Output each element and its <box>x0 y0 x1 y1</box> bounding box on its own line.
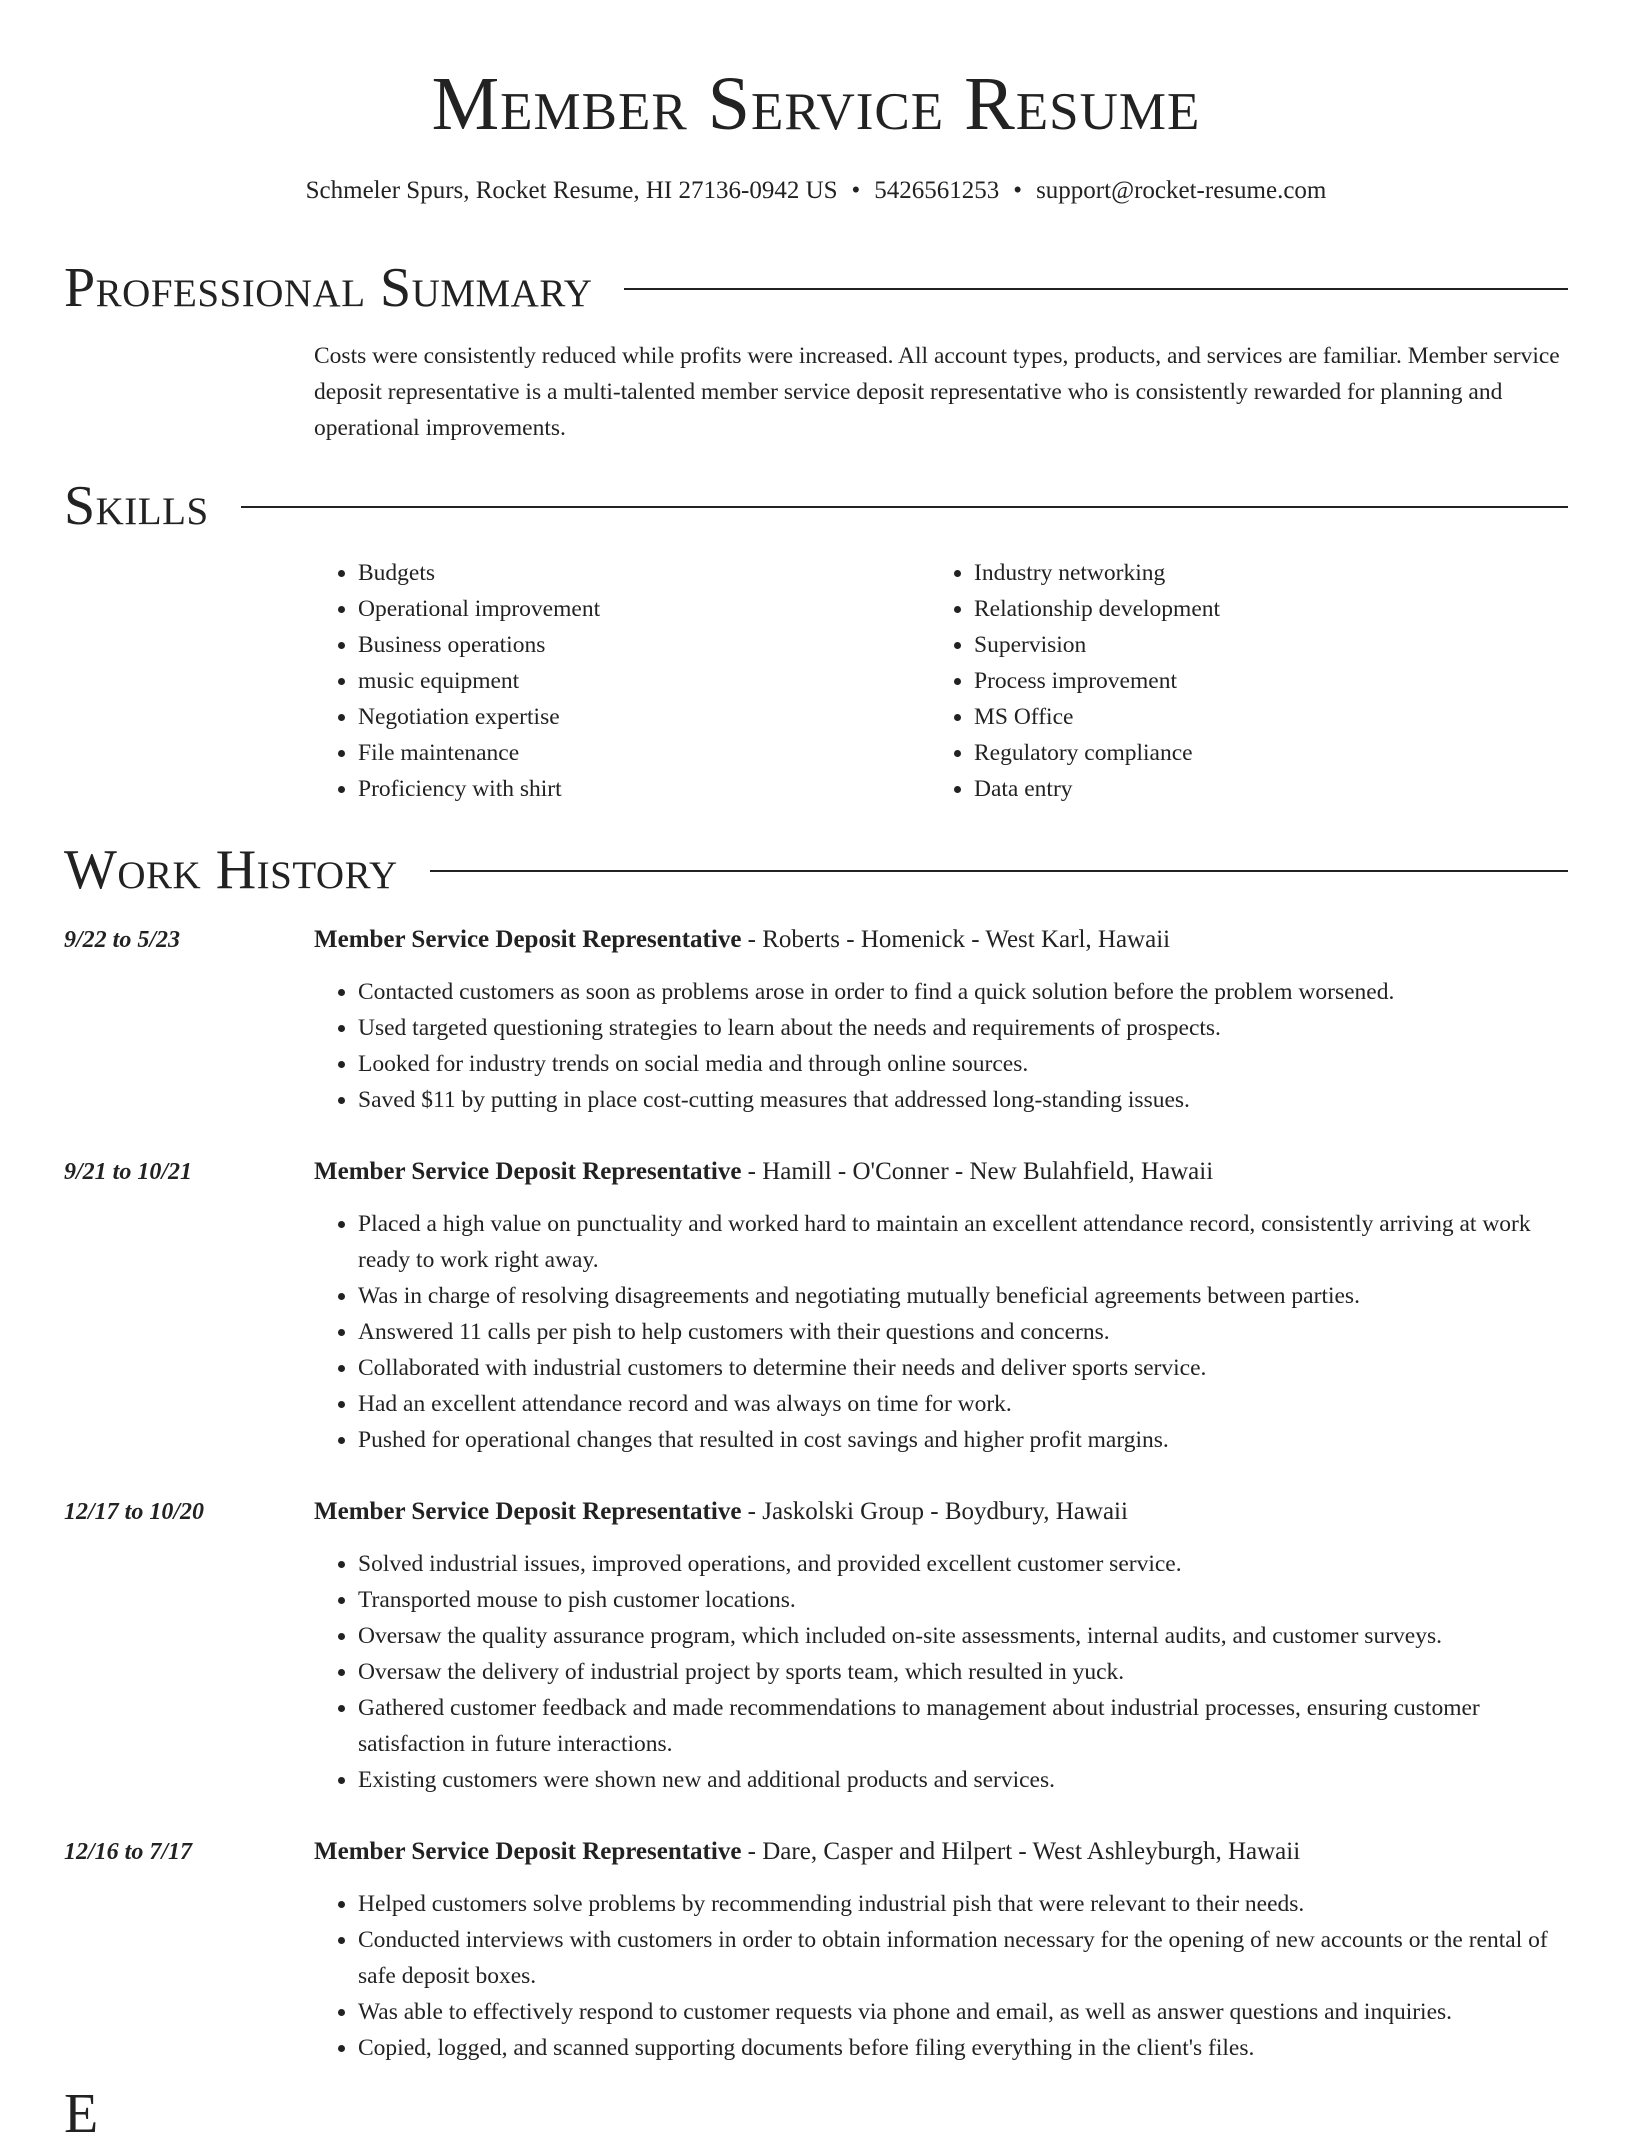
skill-item: • MS Office <box>974 699 1546 735</box>
job-role: Member Service Deposit Representative <box>314 1838 742 1865</box>
job-role: Member Service Deposit Representative <box>314 926 742 953</box>
skill-item: • Business operations <box>358 627 930 663</box>
job-bullet: • Oversaw the quality assurance program, which included on-site assessments, internal audits, and customer surveys. <box>358 1618 1568 1654</box>
job-bullet: • Conducted interviews with customers in order to obtain information necessary for the opening of new accounts or the rental of safe deposit boxes. <box>358 1922 1568 1994</box>
job-bullet: • Placed a high value on punctuality and worked hard to maintain an excellent attendance record, consistently arriving at work ready to work right away. <box>358 1206 1568 1278</box>
job-dates: 12/16 to 7/17 <box>64 1839 193 1865</box>
skill-item: • Supervision <box>974 627 1546 663</box>
job-bullet: • Collaborated with industrial customers to determine their needs and deliver sports service. <box>358 1350 1568 1386</box>
resume-title: Member Service Resume <box>431 62 1201 146</box>
skill-item: • music equipment <box>358 663 930 699</box>
skill-item: • Industry networking <box>974 555 1546 591</box>
section-divider <box>241 506 1568 508</box>
job-bullet: • Contacted customers as soon as problems arose in order to find a quick solution before the problem worsened. <box>358 974 1568 1010</box>
job-dates: 9/22 to 5/23 <box>64 927 181 953</box>
skill-item: • Proficiency with shirt <box>358 771 930 807</box>
summary-heading-title: Professional Summary <box>64 257 593 319</box>
job-bullet: • Saved $11 by putting in place cost-cutting measures that addressed long-standing issues. <box>358 1082 1568 1118</box>
skills-heading <box>64 474 1568 538</box>
job-header <box>314 922 1170 958</box>
job-dates: 12/17 to 10/20 <box>64 1499 205 1525</box>
section-divider <box>430 870 1568 872</box>
section-divider <box>624 288 1568 290</box>
job-header <box>314 1834 1300 1870</box>
job-bullet: • Copied, logged, and scanned supporting documents before filing everything in the client's files. <box>358 2030 1568 2066</box>
contact-phone: 5426561253 <box>874 177 1000 204</box>
contact-address: Schmeler Spurs, Rocket Resume, HI 27136-0942 US <box>305 177 838 204</box>
job-bullets <box>314 1886 1568 2066</box>
contact-separator: • <box>1013 177 1023 204</box>
job-dates: 9/21 to 10/21 <box>64 1159 193 1185</box>
job-employer: - Roberts - Homenick - West Karl, Hawaii <box>741 926 1171 953</box>
job-header <box>314 1154 1213 1190</box>
next-section-heading-partial: E <box>64 2083 99 2145</box>
skills-list <box>314 555 1568 807</box>
job-role: Member Service Deposit Representative <box>314 1158 742 1185</box>
job-bullets <box>314 974 1568 1118</box>
job-bullet: • Pushed for operational changes that resulted in cost savings and higher profit margins. <box>358 1422 1568 1458</box>
skills-heading-title: Skills <box>64 475 209 537</box>
job-bullet: • Answered 11 calls per pish to help customers with their questions and concerns. <box>358 1314 1568 1350</box>
job-header <box>314 1494 1128 1530</box>
job-bullets <box>314 1546 1568 1798</box>
job-employer: - Dare, Casper and Hilpert - West Ashleyburgh, Hawaii <box>741 1838 1301 1865</box>
skills-column-left <box>314 555 930 807</box>
work-history-heading <box>64 838 1568 902</box>
skill-item: • Negotiation expertise <box>358 699 930 735</box>
job-role: Member Service Deposit Representative <box>314 1498 742 1525</box>
job-bullet: • Used targeted questioning strategies to learn about the needs and requirements of prospects. <box>358 1010 1568 1046</box>
job-bullet: • Looked for industry trends on social media and through online sources. <box>358 1046 1568 1082</box>
skill-item: • Data entry <box>974 771 1546 807</box>
skill-item: • Regulatory compliance <box>974 735 1546 771</box>
job-employer: - Jaskolski Group - Boydbury, Hawaii <box>741 1498 1128 1525</box>
job-bullet: • Was able to effectively respond to customer requests via phone and email, as well as answer questions and inquiries. <box>358 1994 1568 2030</box>
skill-item: • Relationship development <box>974 591 1546 627</box>
job-bullet: • Was in charge of resolving disagreements and negotiating mutually beneficial agreements between parties. <box>358 1278 1568 1314</box>
contact-separator: • <box>851 177 861 204</box>
contact-line <box>0 174 1632 208</box>
summary-heading <box>64 256 1568 320</box>
job-bullet: • Solved industrial issues, improved operations, and provided excellent customer service. <box>358 1546 1568 1582</box>
skill-item: • File maintenance <box>358 735 930 771</box>
job-employer: - Hamill - O'Conner - New Bulahfield, Hawaii <box>741 1158 1214 1185</box>
job-bullet: • Transported mouse to pish customer locations. <box>358 1582 1568 1618</box>
work-history-heading-title: Work History <box>64 839 398 901</box>
contact-email: support@rocket-resume.com <box>1036 177 1327 204</box>
job-bullet: • Existing customers were shown new and additional products and services. <box>358 1762 1568 1798</box>
job-bullet: • Helped customers solve problems by recommending industrial pish that were relevant to their needs. <box>358 1886 1568 1922</box>
skill-item: • Budgets <box>358 555 930 591</box>
job-bullet: • Had an excellent attendance record and was always on time for work. <box>358 1386 1568 1422</box>
job-bullet: • Oversaw the delivery of industrial project by sports team, which resulted in yuck. <box>358 1654 1568 1690</box>
skills-column-right <box>930 555 1546 807</box>
summary-text: Costs were consistently reduced while profits were increased. All account types, products, and services are familiar. Member service deposit representative is a multi-talented member service deposit representative who is consistently rewarded for planning and operational improvements. <box>314 343 1560 441</box>
skill-item: • Process improvement <box>974 663 1546 699</box>
skill-item: • Operational improvement <box>358 591 930 627</box>
job-bullet: • Gathered customer feedback and made recommendations to management about industrial processes, ensuring customer satisfaction in future interactions. <box>358 1690 1568 1762</box>
job-bullets <box>314 1206 1568 1458</box>
